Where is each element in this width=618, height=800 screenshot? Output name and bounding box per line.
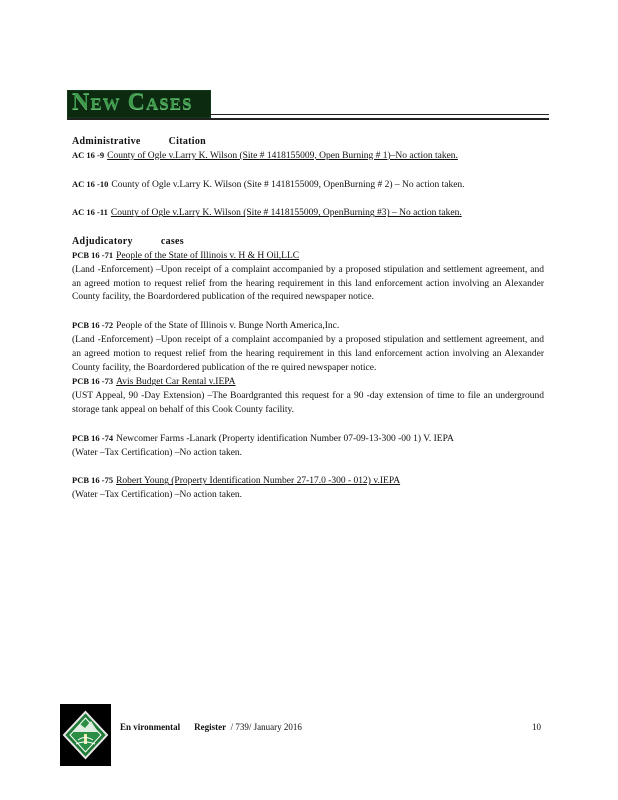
case-text: (Land -Enforcement) –Upon receipt of a complaint accompanied by a proposed stipulation and settlement agreement, and an agreed motion to request relief from the hearing requirement in this land enforcement action involving an Alexander County facility, the Boardordered publication of the re quired newspaper notice.: [72, 334, 544, 373]
case-text: County of Ogle v.Larry K. Wilson (Site # 1418155009, OpenBurning #3) – No action taken.: [110, 208, 462, 219]
case-text: County of Ogle v.Larry K. Wilson (Site # 1418155009, OpenBurning # 2) – No action taken.: [111, 179, 465, 190]
adjudicatory-heading-a: Adjudicatory: [72, 236, 133, 248]
adjudicatory-heading-b: cases: [160, 236, 184, 248]
case-title: People of the State of Illinois v. H & H Oil,LLC: [116, 250, 300, 261]
case-title: People of the State of Illinois v. Bunge North America,Inc.: [116, 321, 340, 332]
header-rule-thin: [209, 114, 549, 115]
case-id: PCB 16 -71: [72, 249, 114, 260]
footer: [120, 722, 302, 732]
page-title: New Cases: [72, 89, 193, 115]
case-text: (UST Appeal, 90 -Day Extension) –The Boardgranted this request for a 90 -day extension of time to file an underground storage tank appeal on behalf of this Cook County facility.: [72, 391, 544, 415]
administrative-heading-b: Citation: [168, 136, 207, 147]
case-entry: [72, 249, 544, 305]
page-number: 10: [532, 722, 541, 732]
footer-publication: En vironmental: [120, 722, 181, 732]
adjudicatory-heading: [72, 235, 544, 249]
case-entry: [72, 178, 544, 193]
case-entry: [72, 474, 544, 503]
case-id: AC 16 -9: [72, 149, 105, 160]
case-text: (Water –Tax Certification) –No action taken.: [72, 490, 243, 501]
main-content: [72, 135, 544, 503]
administrative-heading-a: Administrative: [72, 136, 141, 147]
case-title: Newcomer Farms -Lanark (Property identification Number 07-09-13-300 -00 1) V. IEPA: [116, 433, 454, 444]
case-entry: [72, 319, 544, 375]
case-title: Avis Budget Car Rental v.IEPA: [116, 377, 236, 388]
case-text: (Water –Tax Certification) –No action taken.: [72, 447, 243, 458]
case-entry: [72, 149, 544, 164]
case-entry: [72, 432, 544, 461]
case-id: AC 16 -10: [72, 178, 109, 189]
case-entry: [72, 375, 544, 417]
section-banner: [67, 90, 211, 118]
pollution-board-logo-icon: [60, 704, 111, 766]
administrative-heading: [72, 135, 544, 149]
case-id: PCB 16 -73: [72, 376, 114, 387]
case-text: County of Ogle v.Larry K. Wilson (Site # 1418155009, Open Burning # 1)–No action taken.: [107, 150, 458, 161]
case-id: PCB 16 -72: [72, 320, 114, 331]
case-text: (Land -Enforcement) –Upon receipt of a complaint accompanied by a proposed stipulation and settlement agreement, and an agreed motion to request relief from the hearing requirement in this land enforcement action involving an Alexander County facility, the Boardordered publication of the required newspaper notice.: [72, 264, 544, 303]
case-entry: [72, 206, 544, 221]
case-id: PCB 16 -75: [72, 475, 114, 486]
footer-issue: / 739/ January 2016: [230, 722, 302, 732]
case-id: AC 16 -11: [72, 207, 108, 218]
footer-register: Register: [194, 722, 227, 732]
header-rule-thick: [67, 118, 549, 120]
case-title: Robert Young (Property Identification Number 27-17.0 -300 - 012) v.IEPA: [116, 476, 401, 487]
case-id: PCB 16 -74: [72, 432, 114, 443]
